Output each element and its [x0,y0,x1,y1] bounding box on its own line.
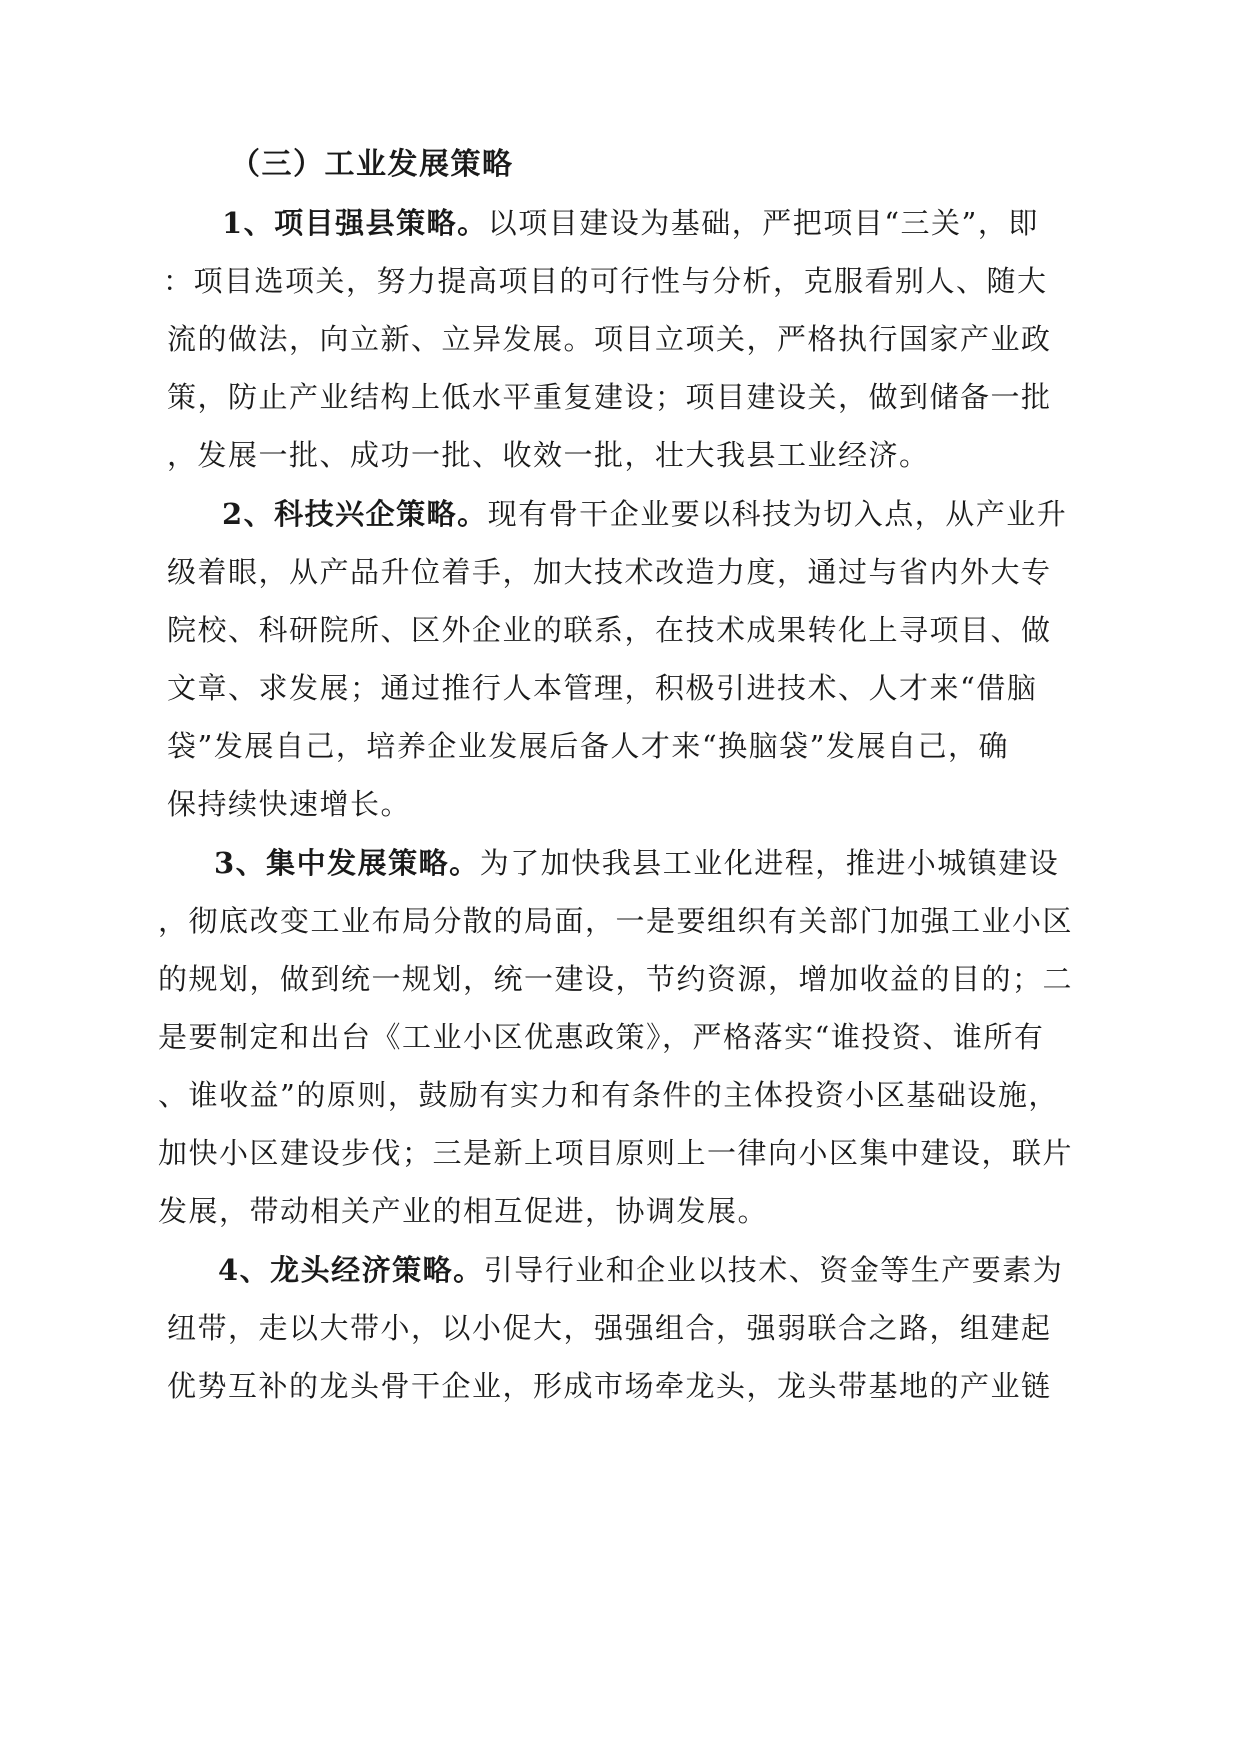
paragraph-1-line: 策，防止产业结构上低水平重复建设；项目建设关，做到储备一批 [167,380,1052,414]
paragraph-2-first-line [222,494,1067,534]
paragraph-2-line: 文章、求发展；通过推行人本管理，积极引进技术、人才来“借脑 [167,671,1038,705]
paragraph-3-first-line [214,843,1059,883]
paragraph-3-line: 的规划，做到统一规划，统一建设，节约资源，增加收益的目的；二 [158,962,1074,996]
paragraph-4-line: 纽带，走以大带小，以小促大，强强组合，强弱联合之路，组建起 [167,1311,1052,1345]
paragraph-2-line: 袋”发展自己，培养企业发展后备人才来“换脑袋”发展自己，确 [167,729,1009,763]
paragraph-2-line: 院校、科研院所、区外企业的联系，在技术成果转化上寻项目、做 [167,613,1052,647]
paragraph-3-text: 为了加快我县工业化进程，推进小城镇建设 [479,846,1060,880]
paragraph-2-text: 现有骨干企业要以科技为切入点，从产业升 [487,497,1068,531]
paragraph-1-lead: 1、项目强县策略。 [222,206,488,240]
paragraph-3-line: 是要制定和出台《工业小区优惠政策》，严格落实“谁投资、谁所有 [158,1020,1045,1054]
paragraph-4-text: 引导行业和企业以技术、资金等生产要素为 [483,1253,1064,1287]
paragraph-2-line: 级着眼，从产品升位着手，加大技术改造力度，通过与省内外大专 [167,555,1052,589]
paragraph-1-line: ，发展一批、成功一批、收效一批，壮大我县工业经济。 [167,438,930,472]
paragraph-3-lead: 3、集中发展策略。 [214,846,480,880]
paragraph-1-line: 流的做法，向立新、立异发展。项目立项关，严格执行国家产业政 [167,322,1052,356]
section-heading: （三）工业发展策略 [230,147,514,182]
paragraph-1-first-line [222,203,1039,243]
paragraph-3-line: 加快小区建设步伐；三是新上项目原则上一律向小区集中建设，联片 [158,1136,1074,1170]
paragraph-2-lead: 2、科技兴企策略。 [222,497,488,531]
paragraph-4-lead: 4、龙头经济策略。 [218,1253,484,1287]
paragraph-3-line: 、谁收益”的原则，鼓励有实力和有条件的主体投资小区基础设施， [158,1078,1059,1112]
paragraph-4-first-line [218,1250,1063,1290]
paragraph-1-line: ：项目选项关，努力提高项目的可行性与分析，克服看别人、随大 [163,264,1048,298]
paragraph-4-line: 优势互补的龙头骨干企业，形成市场牵龙头，龙头带基地的产业链 [167,1369,1052,1403]
paragraph-1-text: 以项目建设为基础，严把项目“三关”，即 [487,206,1039,240]
paragraph-3-line: ，彻底改变工业布局分散的局面，一是要组织有关部门加强工业小区 [158,904,1074,938]
paragraph-2-line: 保持续快速增长。 [167,787,412,821]
paragraph-3-line: 发展，带动相关产业的相互促进，协调发展。 [158,1194,769,1228]
